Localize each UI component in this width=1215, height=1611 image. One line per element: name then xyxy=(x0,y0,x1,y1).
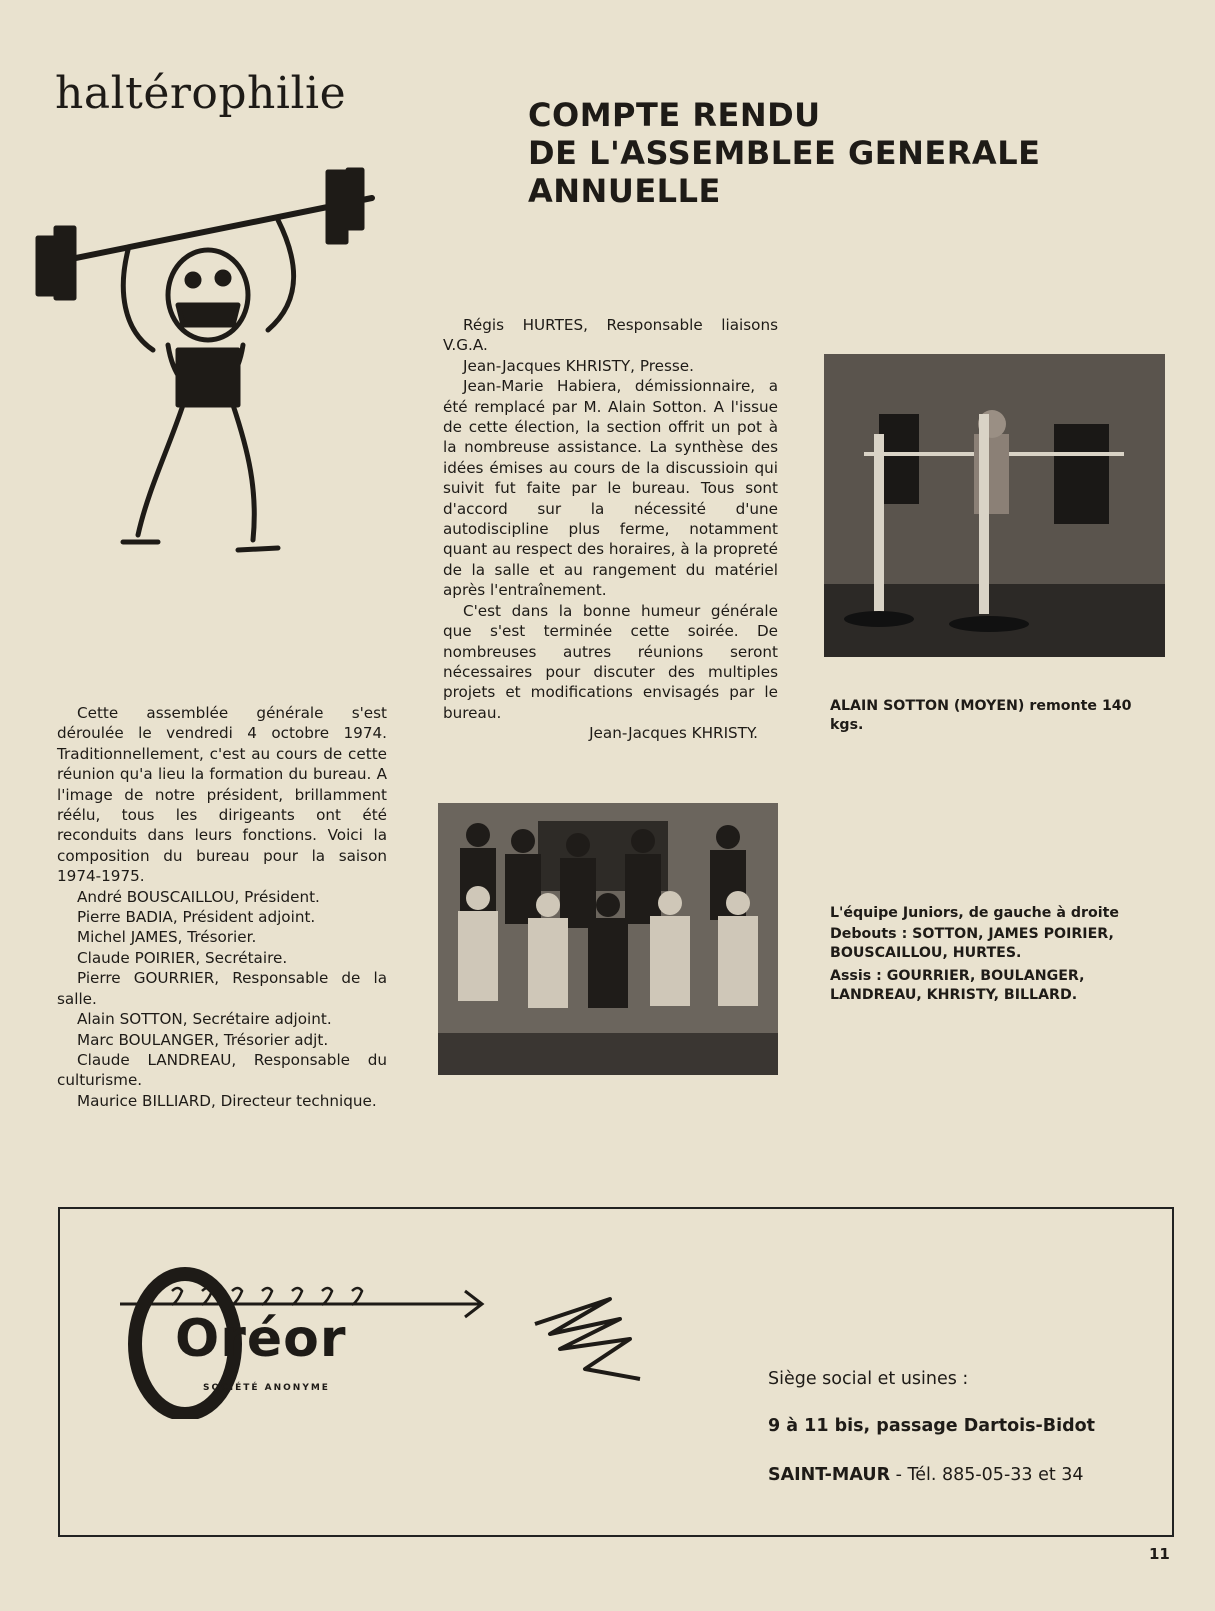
photo-team xyxy=(438,803,778,1075)
paragraph: C'est dans la bonne humeur générale que s'est terminée cette soirée. De nombreuses autres réunions seront nécessaires pour discuter des multiples projets et modifications envisagés par le bureau. xyxy=(443,601,778,722)
weightlifter-illustration xyxy=(28,150,388,570)
ad-phone: - Tél. 885-05-33 et 34 xyxy=(890,1465,1084,1485)
ad-city: SAINT-MAUR xyxy=(768,1465,891,1485)
bureau-member: Pierre BADIA, Président adjoint. xyxy=(77,908,316,927)
paragraph: Régis HURTES, Responsable liaisons V.G.A. xyxy=(443,316,778,355)
zigzag-arrow-icon xyxy=(530,1279,650,1389)
headline-line-1: COMPTE RENDU xyxy=(528,96,821,134)
brand-subtitle: SOCIÉTÉ ANONYME xyxy=(203,1383,330,1393)
photo-lifter-caption: ALAIN SOTTON (MOYEN) remonte 140 kgs. xyxy=(830,698,1132,733)
signature: Jean-Jacques KHRISTY. xyxy=(589,724,758,743)
headline xyxy=(528,96,1040,210)
siege-label: Siège social et usines : xyxy=(768,1369,969,1389)
bureau-member: Michel JAMES, Trésorier. xyxy=(77,928,257,947)
paragraph: Jean-Jacques KHRISTY, Presse. xyxy=(463,356,694,375)
photo-team-caption xyxy=(830,904,1148,1005)
bureau-member: Pierre GOURRIER, Responsable de la salle. xyxy=(57,969,387,1008)
team-caption-seated: Assis : GOURRIER, BOULANGER, LANDREAU, KHRISTY, BILLARD. xyxy=(830,968,1085,1003)
bureau-member: Alain SOTTON, Secrétaire adjoint. xyxy=(77,1010,332,1029)
bureau-member: Claude LANDREAU, Responsable du culturisme. xyxy=(57,1050,387,1090)
bureau-member: André BOUSCAILLOU, Président. xyxy=(77,887,320,906)
photo-lifter xyxy=(824,354,1165,657)
left-column xyxy=(57,703,387,1111)
brand-name: Oréor xyxy=(175,1309,347,1369)
team-caption-title: L'équipe Juniors, de gauche à droite xyxy=(830,905,1120,921)
headline-line-2: DE L'ASSEMBLEE GENERALE xyxy=(528,134,1041,172)
paragraph: Jean-Marie Habiera, démissionnaire, a été remplacé par M. Alain Sotton. A l'issue de cette élection, la section offrit un pot à la nombreuse assistance. La synthèse des idées émises au cours de la discussioin qui suivit fut faite par le bureau. Tous sont d'accord sur la nécessité d'une autodiscipline plus ferme, notamment quant au respect des horaires, à la propreté de la salle et au rangement du matériel après l'entraînement. xyxy=(443,377,778,600)
team-caption-standing: Debouts : SOTTON, JAMES POIRIER, BOUSCAILLOU, HURTES. xyxy=(830,926,1114,961)
photo-lifter-image xyxy=(824,354,1165,657)
bureau-member: Claude POIRIER, Secrétaire. xyxy=(77,948,288,967)
ad-contact xyxy=(768,1465,1084,1485)
section-title: haltérophilie xyxy=(55,68,347,119)
paragraph-intro: Cette assemblée générale s'est déroulée le vendredi 4 octobre 1974. Traditionnellement, c'est au cours de cette réunion qu'a lieu la formation du bureau. A l'image de notre président, brillamment réélu, tous les dirigeants ont été reconduits dans leurs fonctions. Voici la composition du bureau pour la saison 1974-1975. xyxy=(57,704,387,886)
ad-address: 9 à 11 bis, passage Dartois-Bidot xyxy=(768,1416,1096,1436)
middle-column xyxy=(443,315,778,744)
photo-team-image xyxy=(438,803,778,1075)
bureau-member: Maurice BILLIARD, Directeur technique. xyxy=(77,1091,377,1110)
page-number: 11 xyxy=(1149,1545,1170,1563)
advertisement-box xyxy=(58,1207,1174,1537)
headline-line-3: ANNUELLE xyxy=(528,172,721,210)
bureau-member: Marc BOULANGER, Trésorier adjt. xyxy=(77,1030,329,1049)
